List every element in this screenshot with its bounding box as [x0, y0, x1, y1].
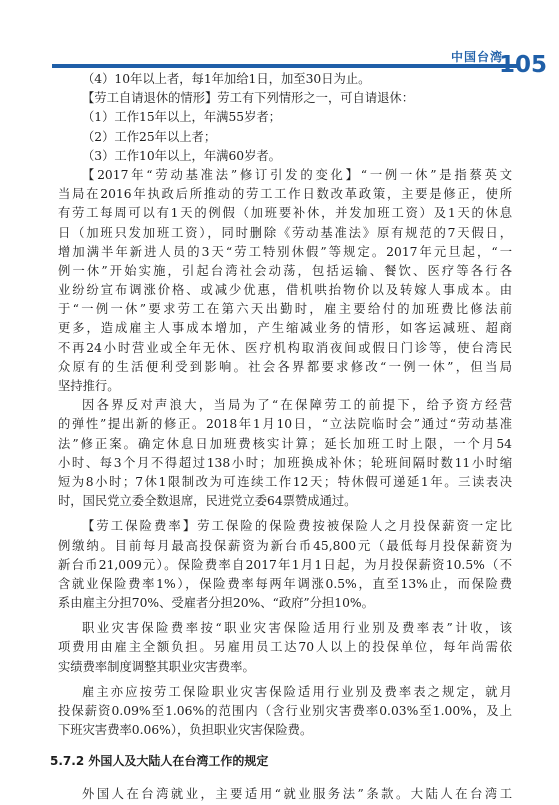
- text-line: 下班灾害费率0.06%），负担职业灾害保险费。: [58, 723, 313, 738]
- paragraph-lines: [58, 70, 512, 740]
- text-line: 雇主亦应按劳工保险职业灾害保险适用行业别及费率表之规定，就月: [82, 684, 512, 699]
- text-line: 坚持推行。: [58, 379, 120, 393]
- text-line: 投保薪资0.09%至1.06%的范围内（含行业别灾害费率0.03%至1.00%，及上: [58, 704, 512, 718]
- text-line: 法”修正案。确定休息日加班费核实计算；延长加班工时上限，一个月54: [58, 436, 512, 451]
- text-line: 众原有的生活便利受到影响。社会各界都要求修改“一例一休”，但当局: [58, 359, 512, 374]
- text-line: 含就业保险费率1%），保险费率每两年调涨0.5%，直至13%止，而保险费: [58, 576, 512, 591]
- text-line: 实绩费率制度调整其职业灾害费率。: [58, 659, 255, 674]
- text-line: 项费用由雇主全额负担。另雇用员工达70人以上的投保单位，每年尚需依: [58, 640, 512, 655]
- text-line: 不再24小时营业或全年无休、医疗机构取消夜间或假日门诊等，使台湾民: [58, 340, 512, 355]
- text-line: 短为8小时；7休1限制改为可连续工作12天；特休假可递延1年。三读表决: [58, 474, 512, 489]
- text-line: 于“一例一休”要求劳工在第六天出勤时，雇主要给付的加班费比修法前: [58, 302, 512, 317]
- text-line: 时，国民党立委全数退席，民进党立委64票赞成通过。: [58, 494, 357, 509]
- page-number: 105: [498, 52, 547, 78]
- text-line: 例缴纳。目前每月最高投保薪资为新台币45,800元（最低每月投保薪资为: [58, 538, 512, 553]
- body-text: [50, 70, 512, 805]
- text-line: 系由雇主分担70%、受雇者分担20%、“政府”分担10%。: [58, 596, 374, 611]
- text-line: （2）工作25年以上者；: [82, 129, 217, 144]
- text-line: 职业灾害保险费率按“职业灾害保险适用行业别及费率表”计收，该: [82, 621, 512, 636]
- text-line: 【劳工自请退休的情形】劳工有下列情形之一，可自请退休：: [82, 91, 415, 106]
- header-rule: [52, 64, 518, 68]
- text-line: （1）工作15年以上，年满55岁者；: [82, 110, 281, 125]
- text-line: 例一休”开始实施，引起台湾社会动荡，包括运输、餐饮、医疗等各行各: [58, 263, 512, 278]
- text-line: 当局在2016年执政后所推动的劳工工作日数改革政策，主要是修正，使所: [58, 187, 512, 202]
- text-line: 小时、每3个月不得超过138小时；加班换成补休；轮班间隔时数11小时缩: [58, 455, 512, 470]
- section-heading: 5.7.2 外国人及大陆人在台湾工作的规定: [50, 754, 269, 769]
- text-line: 因各界反对声浪大，当局为了“在保障劳工的前提下，给予资方经营: [82, 398, 512, 413]
- text-line: 外国人在台湾就业，主要适用“就业服务法”条款。大陆人在台湾工: [82, 787, 512, 802]
- text-line: 日（加班只发加班工资），同时删除《劳动基准法》原有规范的7天假日，: [58, 225, 512, 240]
- text-line: 业纷纷宣布调涨价格、或减少优惠，借机哄抬物价以及转嫁人事成本。由: [58, 283, 512, 298]
- text-line: 新台币21,009元）。保险费率自2017年1月1日起，为月投保薪资10.5%（不: [58, 557, 512, 572]
- text-line: （3）工作10年以上，年满60岁者。: [82, 148, 281, 163]
- running-header-title: 中国台湾: [450, 50, 503, 64]
- text-line: 更多，造成雇主人事成本增加，产生缩减业务的情形，如客运减班、超商: [58, 321, 512, 336]
- text-line: 【2017年“劳动基准法”修订引发的变化】“一例一休”是指蔡英文: [82, 167, 512, 182]
- text-line: 的弹性”提出新的修正。2018年1月10日，“立法院临时会”通过“劳动基准: [58, 417, 512, 432]
- text-line: 有劳工每周可以有1天的例假（加班要补休，并发加班工资）及1天的休息: [58, 206, 512, 221]
- text-line: （4）10年以上者，每1年加给1日，加至30日为止。: [82, 72, 371, 86]
- text-line: 【劳工保险费率】劳工保险的保险费按被保险人之月投保薪资一定比: [82, 519, 512, 534]
- text-line: 增加满半年新进人员的3天“劳工特别休假”等规定。2017年元旦起，“一: [58, 244, 512, 259]
